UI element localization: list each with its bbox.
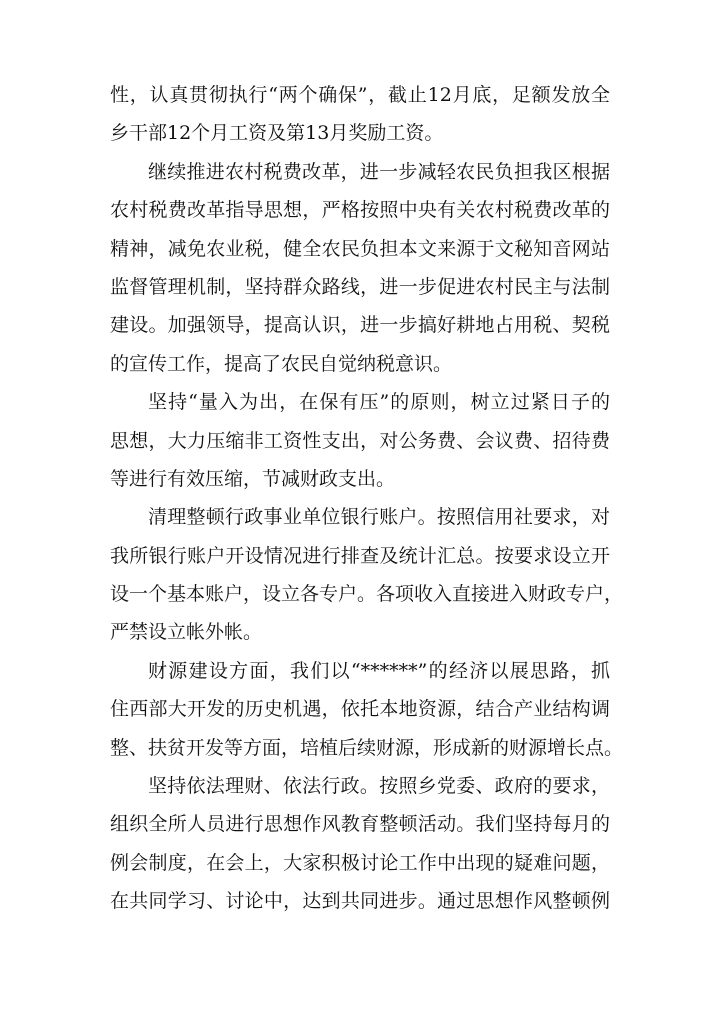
text-line: 财源建设方面，我们以“******”的经济以展思路，抓 [148, 659, 610, 682]
text-line: 整、扶贫开发等方面，培植后续财源，形成新的财源增长点。 [110, 736, 624, 759]
text-line: 继续推进农村税费改革，进一步减轻农民负担我区根据 [148, 160, 610, 183]
text-line: 建设。加强领导，提高认识，进一步搞好耕地占用税、契税 [110, 314, 610, 337]
text-line: 清理整顿行政事业单位银行账户。按照信用社要求，对 [148, 506, 610, 529]
text-line: 在共同学习、讨论中，达到共同进步。通过思想作风整顿例 [110, 890, 610, 913]
text-line: 坚持“量入为出，在保有压”的原则，树立过紧日子的 [148, 391, 610, 414]
text-line: 的宣传工作，提高了农民自觉纳税意识。 [110, 352, 453, 375]
paragraph-rule-of-law [110, 767, 610, 921]
paragraph-revenue-sources [110, 652, 624, 767]
text-line: 严禁设立帐外帐。 [110, 621, 263, 644]
paragraph-bank-accounts [110, 498, 624, 652]
text-line: 例会制度，在会上，大家积极讨论工作中出现的疑难问题， [110, 851, 610, 874]
text-line: 住西部大开发的历史机遇，依托本地资源，结合产业结构调 [110, 698, 610, 721]
paragraph-expenditure [110, 383, 610, 498]
text-line: 精神，减免农业税，健全农民负担本文来源于文秘知音网站 [110, 237, 610, 260]
paragraph-tax-reform [110, 153, 610, 383]
text-line: 乡干部12个月工资及第13月奖励工资。 [110, 122, 444, 145]
text-line: 监督管理机制，坚持群众路线，进一步促进农村民主与法制 [110, 275, 610, 298]
text-line: 我所银行账户开设情况进行排查及统计汇总。按要求设立开 [110, 544, 610, 567]
text-line: 性，认真贯彻执行“两个确保”，截止12月底，足额发放全 [110, 84, 610, 106]
paragraph-wage-payment [110, 76, 610, 153]
document-page [110, 76, 624, 921]
text-line: 农村税费改革指导思想，严格按照中央有关农村税费改革的 [110, 199, 610, 222]
text-line: 组织全所人员进行思想作风教育整顿活动。我们坚持每月的 [110, 813, 610, 836]
text-line: 设一个基本账户，设立各专户。各项收入直接进入财政专户， [110, 583, 624, 606]
text-line: 思想，大力压缩非工资性支出，对公务费、会议费、招待费 [110, 429, 610, 452]
text-line: 坚持依法理财、依法行政。按照乡党委、政府的要求， [148, 775, 610, 798]
text-line: 等进行有效压缩，节减财政支出。 [110, 467, 396, 490]
